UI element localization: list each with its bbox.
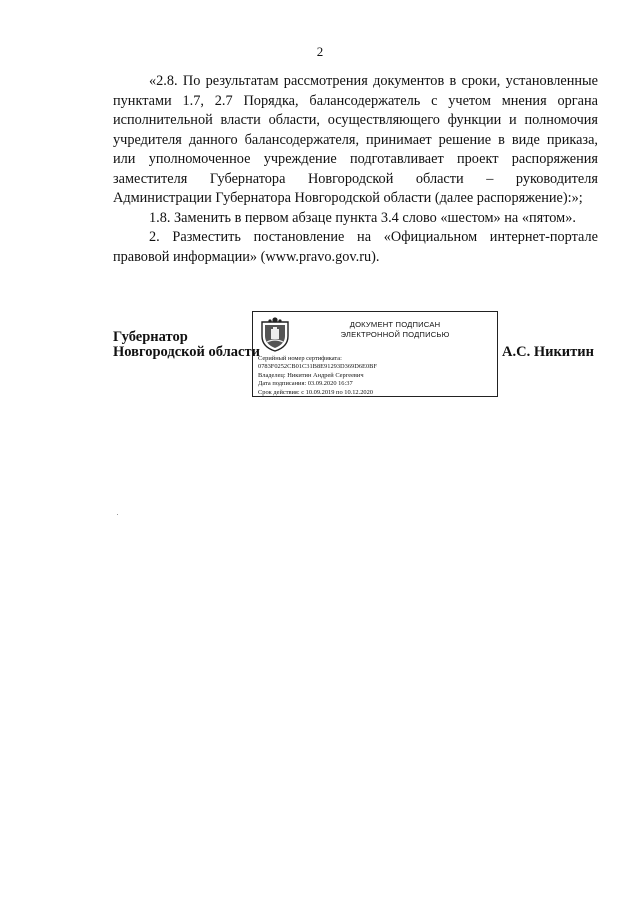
stamp-owner: Владелец: Никитин Андрей Сергеевич <box>258 371 364 379</box>
stamp-validity: Срок действия: с 10.09.2019 по 10.12.2020 <box>258 388 374 396</box>
electronic-signature-stamp <box>252 311 498 397</box>
signatory-title <box>113 330 260 360</box>
coat-of-arms-icon <box>259 316 291 352</box>
page-number: 2 <box>316 44 324 59</box>
stamp-signed-date: Дата подписания: 03.09.2020 16:37 <box>258 380 353 388</box>
stamp-serial-value: 0783F0252CB01C31B8E91293D369D6E0BF <box>258 363 377 371</box>
signatory-name: А.С. Никитин <box>502 344 594 360</box>
stamp-details <box>258 355 496 397</box>
document-body <box>113 72 598 267</box>
paragraph-1-8: 1.8. Заменить в первом абзаце пункта 3.4 слово «шестом» на «пятом». <box>149 209 576 226</box>
stamp-serial-label: Серийный номер сертификата: <box>258 355 342 362</box>
stamp-heading-line2: ЭЛЕКТРОННОЙ ПОДПИСЬЮ <box>340 330 450 339</box>
stamp-heading-line1: ДОКУМЕНТ ПОДПИСАН <box>349 320 441 329</box>
scan-speck <box>117 514 118 515</box>
paragraph-2-8: «2.8. По результатам рассмотрения документов в сроки, установленные пунктами 1.7, 2.7 Порядка, балансодержатель с учетом мнения органа исполнительной власти области, осуществляющего функции и полномочия учредителя данного балансодержателя, принимает решение в виде приказа, или уполномоченное учреждение подготавливает проект распоряжения заместителя Губернатора Новгородской области – руководителя Администрации Губернатора Новгородской области (далее распоряжение):»; <box>113 73 598 206</box>
stamp-heading <box>297 320 493 340</box>
signatory-title-line2: Новгородской области <box>113 344 260 360</box>
signatory-title-line1: Губернатор <box>113 329 188 345</box>
paragraph-2: 2. Разместить постановление на «Официальном интернет-портале правовой информации» (www.pravo.gov.ru). <box>113 229 598 265</box>
